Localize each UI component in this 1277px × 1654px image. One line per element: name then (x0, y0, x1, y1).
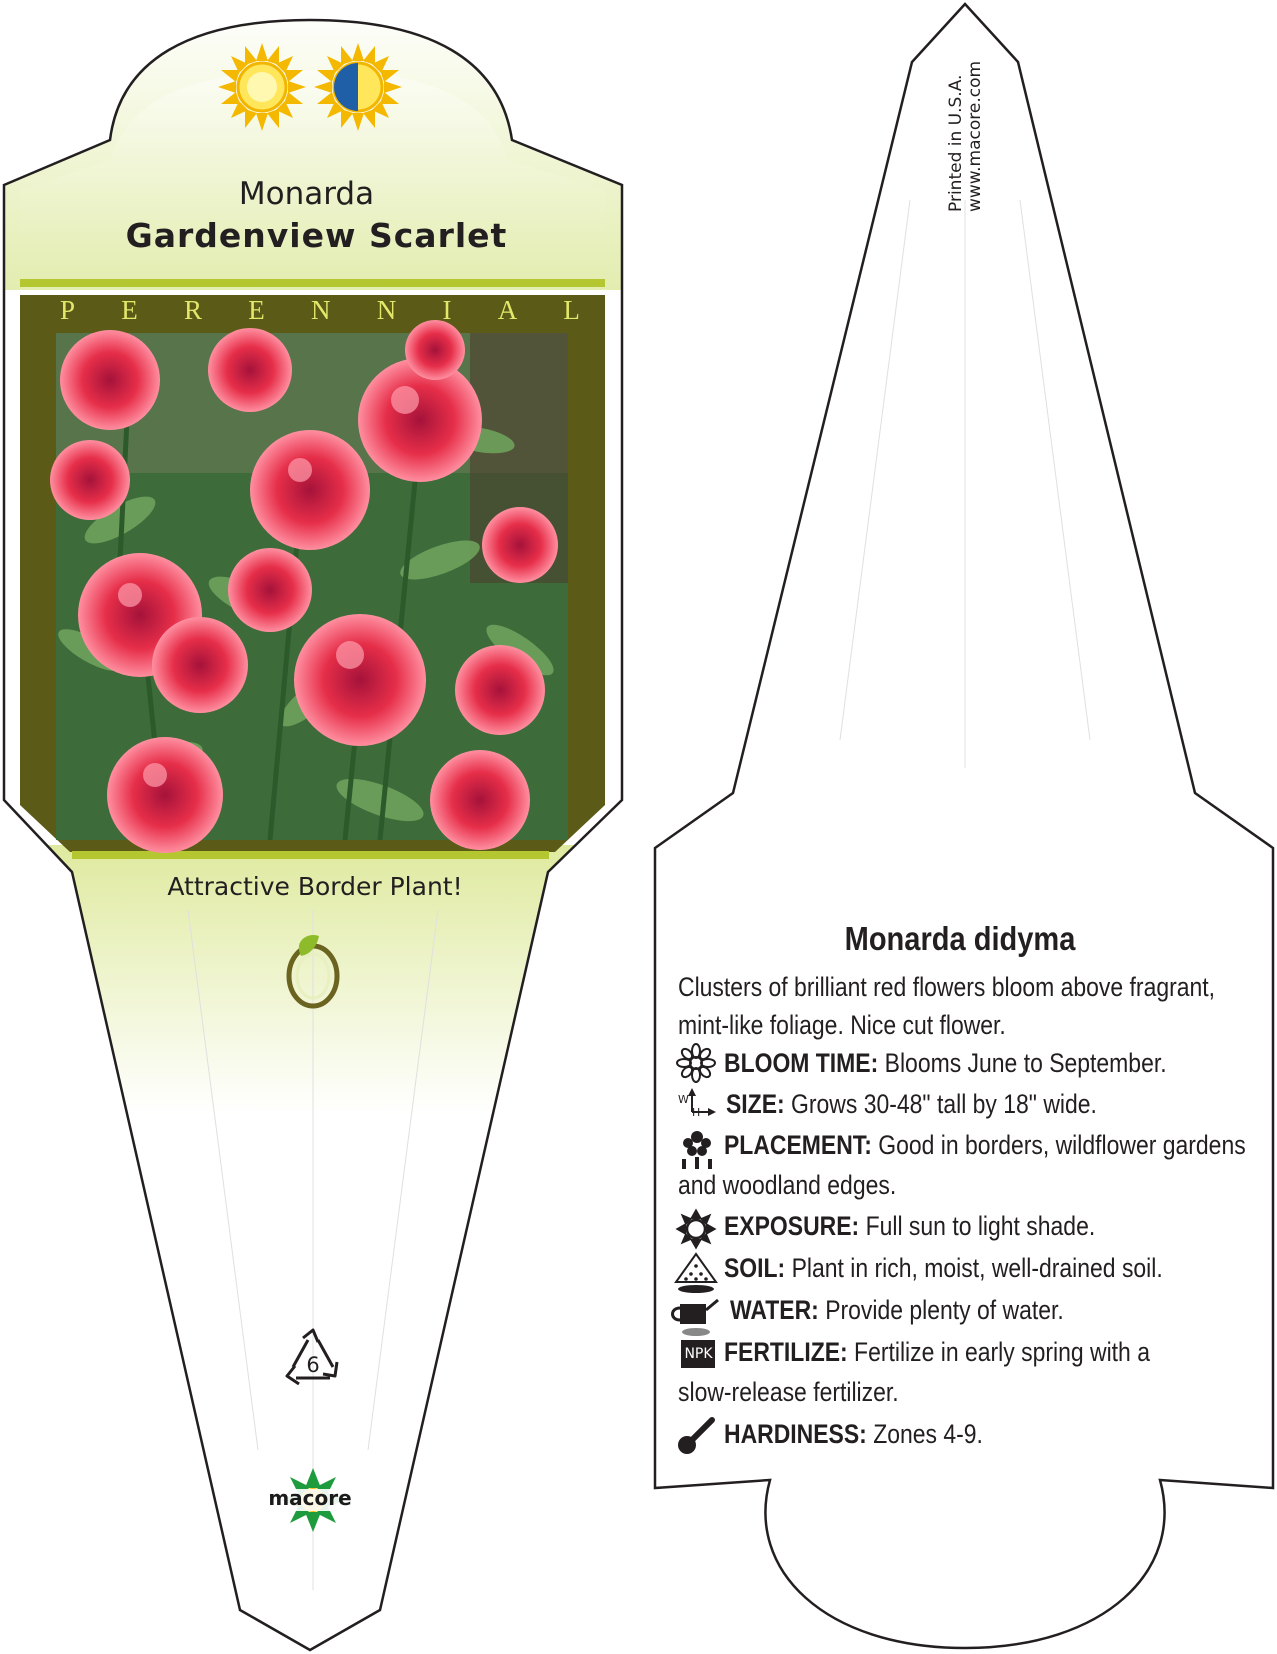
printed-in-text: Printed in U.S.A. (946, 74, 966, 212)
size-row (726, 1089, 1097, 1120)
size-label: SIZE: (726, 1089, 785, 1119)
botanical-name: Monarda didyma (844, 920, 1076, 957)
size-value: Grows 30-48" tall by 18" wide. (791, 1089, 1097, 1119)
bloom-time-label: BLOOM TIME: (724, 1048, 879, 1078)
plant-type-letter: I (442, 295, 452, 325)
fertilize-row (724, 1337, 1150, 1368)
water-label: WATER: (730, 1295, 819, 1325)
water-value: Provide plenty of water. (825, 1295, 1064, 1325)
website-text: www.macore.com (965, 60, 985, 212)
placement-value-cont: and woodland edges. (678, 1170, 897, 1200)
size-icon-h: H (692, 1106, 701, 1119)
npk-icon-text: NPK (684, 1346, 713, 1362)
plant-type-letter: E (121, 295, 138, 325)
header-divider (20, 279, 605, 287)
brand-logo-text: macore (268, 1486, 352, 1510)
hardiness-label: HARDINESS: (724, 1419, 867, 1449)
exposure-label: EXPOSURE: (724, 1211, 860, 1241)
cultivar-name: Gardenview Scarlet (125, 216, 508, 255)
part-sun-icon (314, 43, 402, 131)
placement-label: PLACEMENT: (724, 1130, 872, 1160)
full-sun-icon (218, 43, 306, 131)
genus-name: Monarda (238, 176, 375, 212)
description-line: Clusters of brilliant red flowers bloom above fragrant, (678, 972, 1216, 1002)
fertilize-value-cont: slow-release fertilizer. (678, 1377, 899, 1407)
fertilize-value: Fertilize in early spring with a (854, 1337, 1150, 1367)
tagline: Attractive Border Plant! (167, 872, 463, 901)
soil-row (724, 1253, 1163, 1284)
fertilize-label: FERTILIZE: (724, 1337, 848, 1367)
plant-type-letter: P (60, 295, 76, 325)
plant-type-letter: R (184, 295, 203, 325)
placement-row (724, 1130, 1246, 1161)
bloom-time-row (724, 1048, 1167, 1079)
bloom-time-value: Blooms June to September. (884, 1048, 1167, 1078)
plant-type-letter: E (248, 295, 265, 325)
printer-credit (947, 61, 985, 212)
soil-label: SOIL: (724, 1253, 786, 1283)
description-line: mint-like foliage. Nice cut flower. (678, 1010, 1006, 1040)
water-row (730, 1295, 1064, 1326)
placement-value: Good in borders, wildflower gardens (878, 1130, 1246, 1160)
plant-photo (50, 320, 568, 853)
exposure-value: Full sun to light shade. (865, 1211, 1096, 1241)
plant-type-letter: N (310, 295, 331, 325)
recycle-number: 6 (306, 1353, 320, 1377)
hardiness-row (724, 1419, 983, 1450)
plant-type-letter: A (497, 295, 518, 325)
plant-type-letter: N (376, 295, 397, 325)
plant-type-letter: L (563, 295, 580, 325)
soil-value: Plant in rich, moist, well-drained soil. (791, 1253, 1163, 1283)
hardiness-value: Zones 4-9. (873, 1419, 983, 1449)
size-icon-w: W (678, 1093, 689, 1106)
plant-type-label (60, 295, 580, 326)
tagline-divider (72, 851, 549, 859)
exposure-row (724, 1211, 1095, 1242)
